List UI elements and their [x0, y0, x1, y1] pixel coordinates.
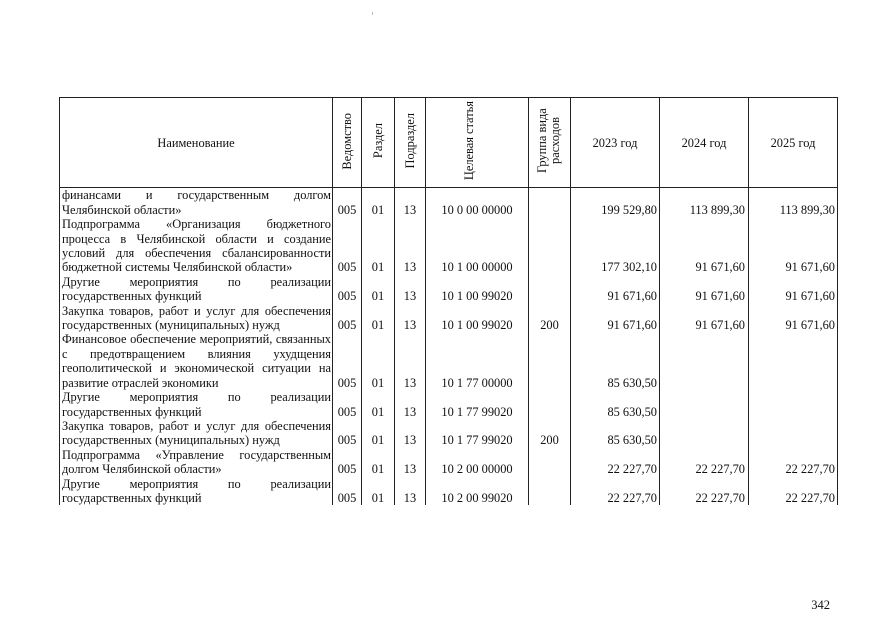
cell-year-2025: 91 671,60 [749, 275, 838, 304]
cell-year-2025: 91 671,60 [749, 217, 838, 275]
header-target-article: Целевая статья [426, 98, 529, 188]
cell-name: Подпрограмма «Организация бюджетного процесса в Челябинской области и создание условий для обеспечения сбалансированности бюджетной системы Челябинской области» [60, 217, 333, 275]
cell-target-article: 10 1 00 99020 [426, 304, 529, 333]
cell-target-article: 10 1 00 99020 [426, 275, 529, 304]
cell-section: 01 [362, 390, 395, 419]
cell-year-2023: 199 529,80 [571, 188, 660, 217]
cell-year-2025: 22 227,70 [749, 477, 838, 506]
cell-year-2024: 91 671,60 [660, 275, 749, 304]
cell-subsection: 13 [395, 390, 426, 419]
table-row [60, 419, 838, 448]
cell-target-article: 10 1 77 99020 [426, 390, 529, 419]
cell-expense-group [529, 217, 571, 275]
cell-expense-group [529, 275, 571, 304]
cell-target-article: 10 1 77 99020 [426, 419, 529, 448]
cell-department: 005 [333, 477, 362, 506]
cell-expense-group [529, 448, 571, 477]
cell-year-2025: 91 671,60 [749, 304, 838, 333]
cell-section: 01 [362, 477, 395, 506]
cell-year-2024: 22 227,70 [660, 448, 749, 477]
cell-year-2024: 22 227,70 [660, 477, 749, 506]
cell-year-2023: 22 227,70 [571, 448, 660, 477]
cell-target-article: 10 1 00 00000 [426, 217, 529, 275]
scan-mark [372, 12, 373, 15]
cell-year-2024 [660, 390, 749, 419]
cell-expense-group [529, 477, 571, 506]
header-department: Ведомство [333, 98, 362, 188]
header-year-2025: 2025 год [749, 98, 838, 188]
table-body [60, 188, 838, 505]
cell-year-2025: 22 227,70 [749, 448, 838, 477]
page-number: 342 [811, 598, 830, 612]
cell-expense-group: 200 [529, 419, 571, 448]
cell-year-2023: 91 671,60 [571, 275, 660, 304]
table-row [60, 188, 838, 217]
table-row [60, 304, 838, 333]
cell-target-article: 10 0 00 00000 [426, 188, 529, 217]
cell-department: 005 [333, 275, 362, 304]
cell-subsection: 13 [395, 332, 426, 390]
cell-target-article: 10 2 00 00000 [426, 448, 529, 477]
cell-department: 005 [333, 390, 362, 419]
cell-year-2024: 113 899,30 [660, 188, 749, 217]
cell-name: Другие мероприятия по реализации государственных функций [60, 390, 333, 419]
cell-expense-group [529, 390, 571, 419]
cell-year-2024: 91 671,60 [660, 217, 749, 275]
cell-name: Подпрограмма «Управление государственным долгом Челябинской области» [60, 448, 333, 477]
cell-year-2023: 85 630,50 [571, 419, 660, 448]
cell-year-2024 [660, 332, 749, 390]
cell-target-article: 10 2 00 99020 [426, 477, 529, 506]
table-row [60, 390, 838, 419]
table-row [60, 332, 838, 390]
cell-year-2023: 177 302,10 [571, 217, 660, 275]
cell-name: Закупка товаров, работ и услуг для обеспечения государственных (муниципальных) нужд [60, 304, 333, 333]
table-header [60, 98, 838, 188]
table-row [60, 217, 838, 275]
header-expense-group: Группа вида расходов [529, 98, 571, 188]
cell-year-2025: 113 899,30 [749, 188, 838, 217]
cell-target-article: 10 1 77 00000 [426, 332, 529, 390]
cell-section: 01 [362, 419, 395, 448]
cell-section: 01 [362, 188, 395, 217]
cell-section: 01 [362, 332, 395, 390]
header-name: Наименование [60, 98, 333, 188]
cell-expense-group: 200 [529, 304, 571, 333]
cell-expense-group [529, 188, 571, 217]
cell-subsection: 13 [395, 419, 426, 448]
table-row [60, 448, 838, 477]
cell-year-2025 [749, 390, 838, 419]
cell-subsection: 13 [395, 217, 426, 275]
cell-year-2023: 22 227,70 [571, 477, 660, 506]
cell-subsection: 13 [395, 477, 426, 506]
cell-section: 01 [362, 217, 395, 275]
table-row [60, 275, 838, 304]
cell-name: Финансовое обеспечение мероприятий, связанных с предотвращением влияния ухудщения геополитической и экономической ситуации на развитие отраслей экономики [60, 332, 333, 390]
cell-expense-group [529, 332, 571, 390]
header-subsection: Подраздел [395, 98, 426, 188]
cell-subsection: 13 [395, 448, 426, 477]
cell-department: 005 [333, 419, 362, 448]
cell-name: Другие мероприятия по реализации государственных функций [60, 275, 333, 304]
cell-name: Закупка товаров, работ и услуг для обеспечения государственных (муниципальных) нужд [60, 419, 333, 448]
cell-year-2023: 85 630,50 [571, 390, 660, 419]
cell-year-2025 [749, 419, 838, 448]
cell-department: 005 [333, 217, 362, 275]
cell-year-2024: 91 671,60 [660, 304, 749, 333]
cell-section: 01 [362, 448, 395, 477]
cell-year-2023: 85 630,50 [571, 332, 660, 390]
cell-department: 005 [333, 188, 362, 217]
cell-subsection: 13 [395, 188, 426, 217]
cell-name: Другие мероприятия по реализации государственных функций [60, 477, 333, 506]
table-row [60, 477, 838, 506]
cell-section: 01 [362, 304, 395, 333]
header-year-2023: 2023 год [571, 98, 660, 188]
cell-department: 005 [333, 448, 362, 477]
cell-section: 01 [362, 275, 395, 304]
cell-name: финансами и государственным долгом Челябинской области» [60, 188, 333, 217]
cell-department: 005 [333, 304, 362, 333]
header-year-2024: 2024 год [660, 98, 749, 188]
cell-subsection: 13 [395, 275, 426, 304]
cell-year-2025 [749, 332, 838, 390]
cell-year-2023: 91 671,60 [571, 304, 660, 333]
cell-department: 005 [333, 332, 362, 390]
budget-table [59, 97, 838, 505]
header-section: Раздел [362, 98, 395, 188]
cell-subsection: 13 [395, 304, 426, 333]
cell-year-2024 [660, 419, 749, 448]
